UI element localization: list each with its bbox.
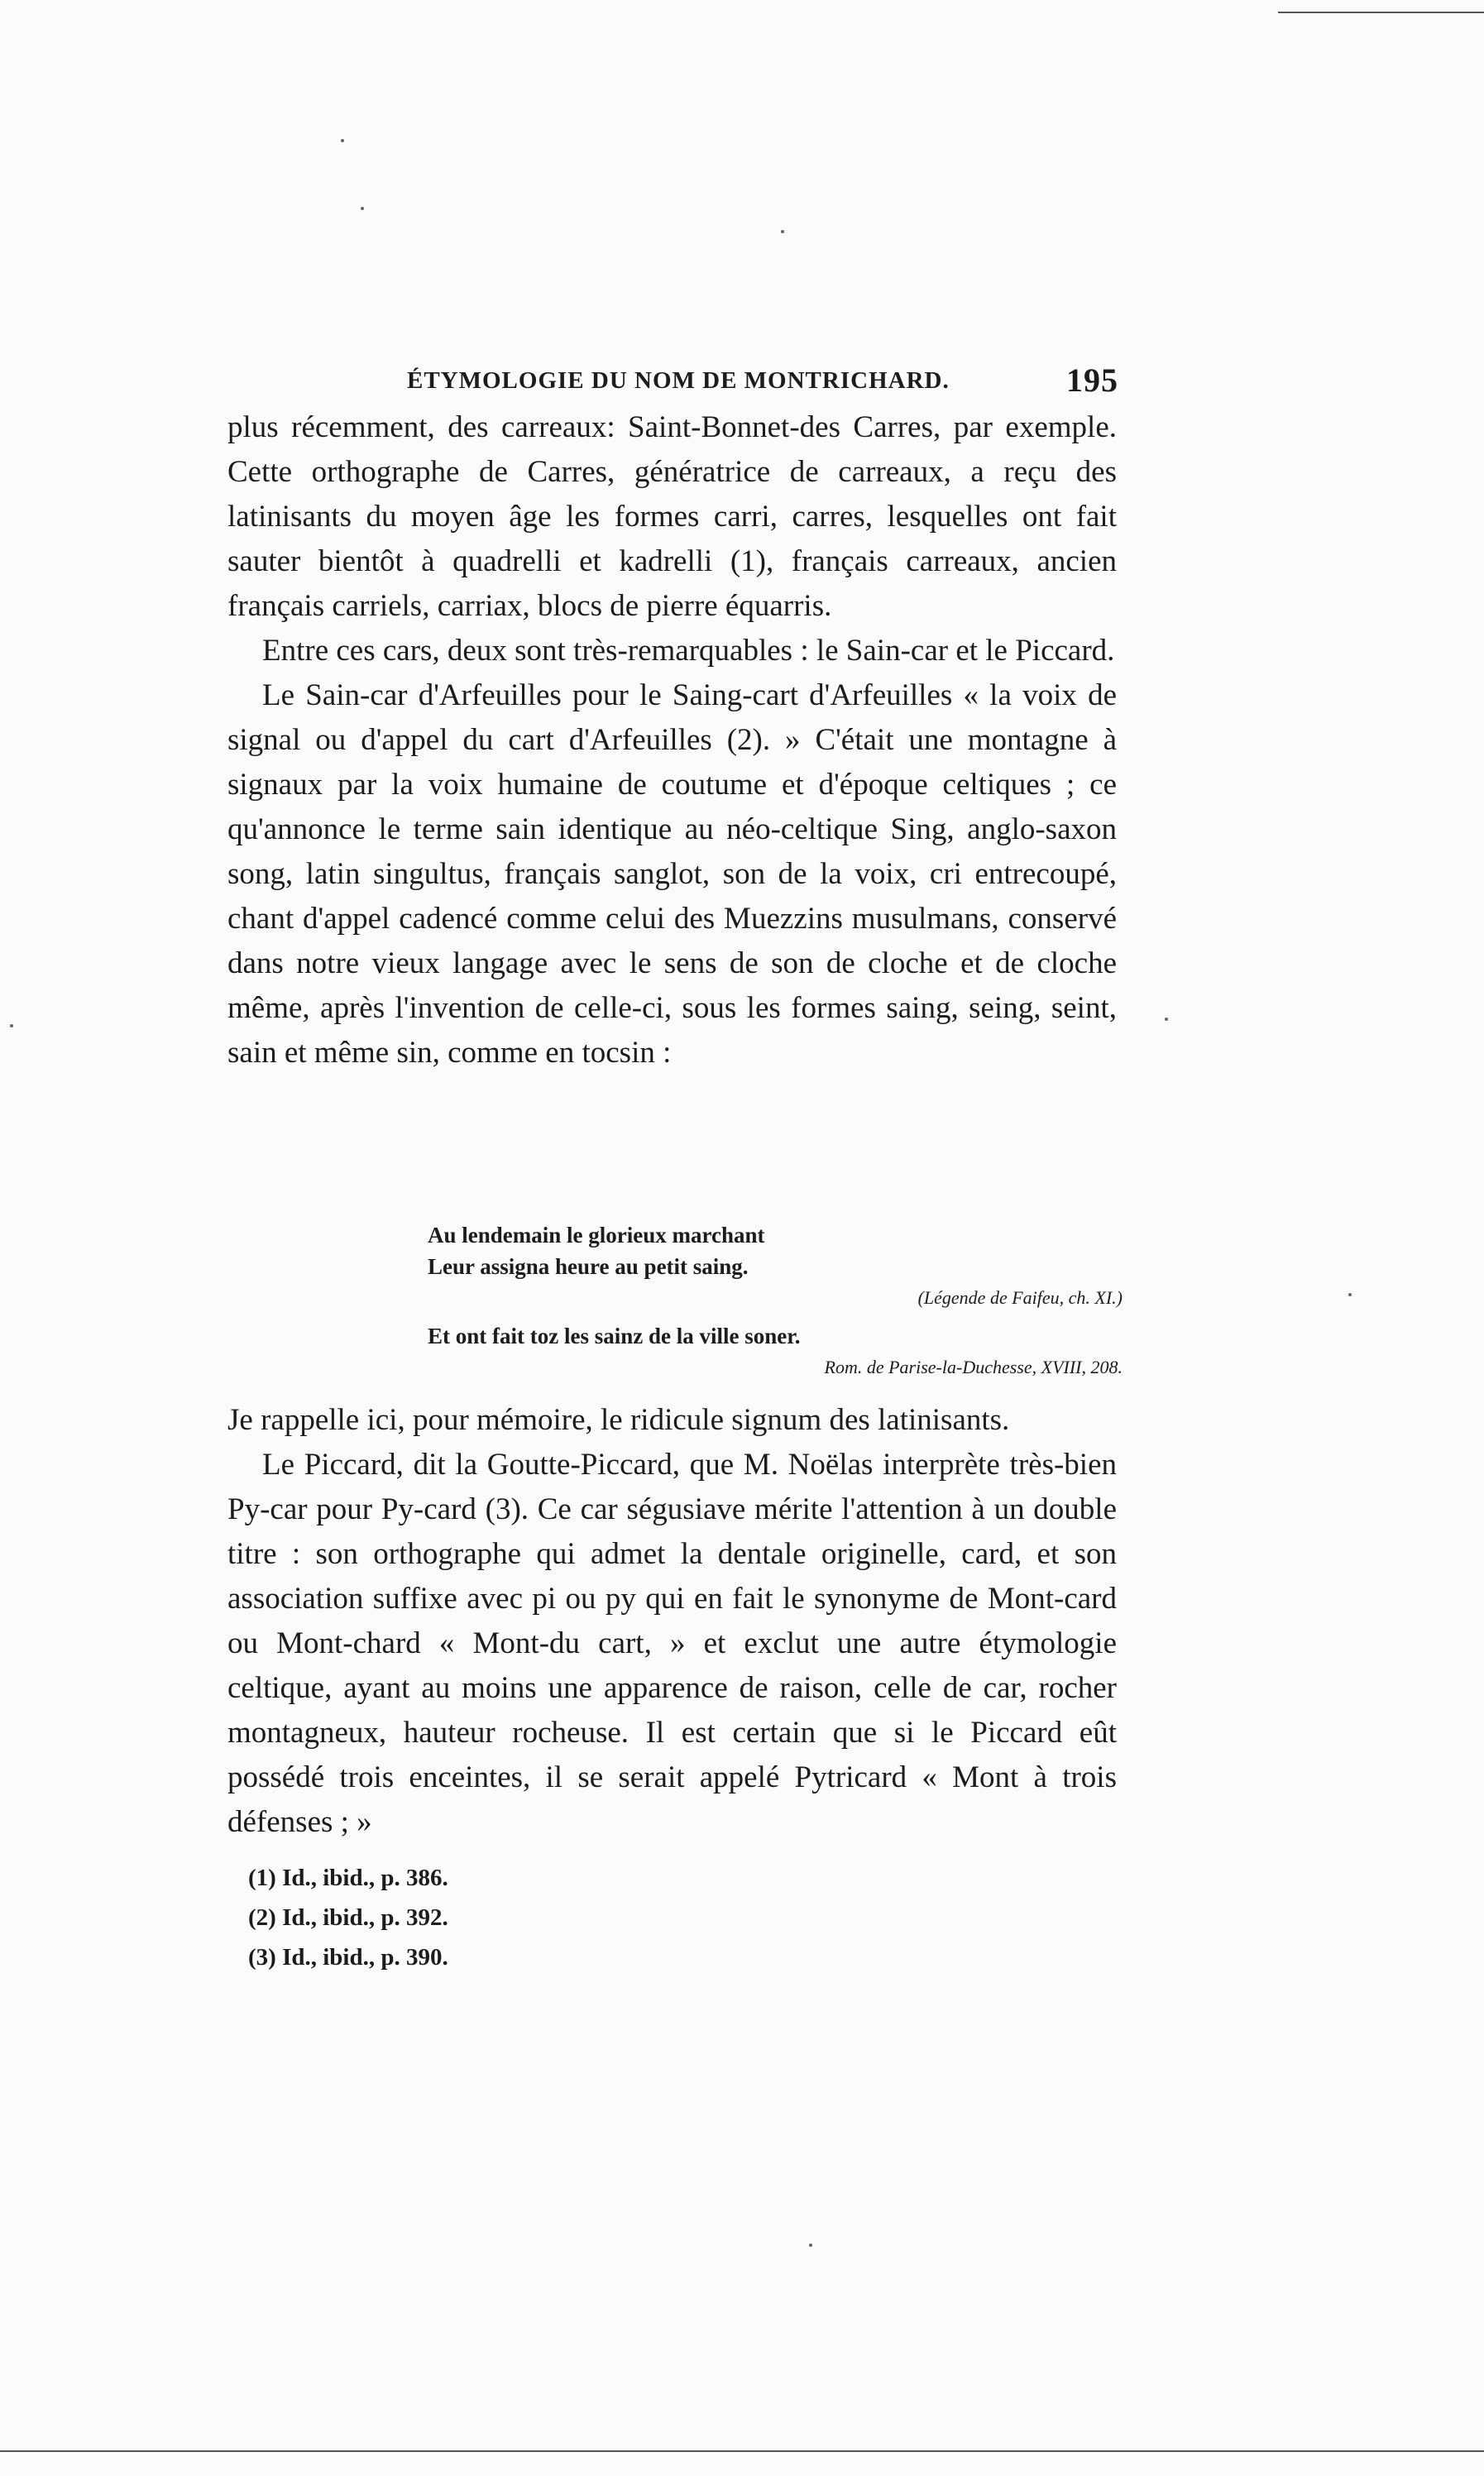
footnote: (3) Id., ibid., p. 390. — [248, 1944, 448, 1971]
paragraph-sain-car-piccard: Entre ces cars, deux sont très-remarquables : le Sain-car et le Piccard. — [262, 634, 1115, 668]
scan-speck — [10, 1024, 13, 1027]
body-text-lower — [227, 1398, 1117, 1845]
verse-quote-parise — [428, 1320, 1123, 1383]
verse-line: Et ont fait toz les sainz de la ville soner. — [428, 1324, 801, 1348]
verse-line: Au lendemain le glorieux marchant — [428, 1223, 765, 1248]
paragraph-piccard: Le Piccard, dit la Goutte-Piccard, que M. Noëlas interprète très-bien Py-car pour Py-card (3). Ce car ségusiave mérite l'attention à un double titre : son orthographe qui admet la dentale originelle, card, et son association suffixe avec pi ou py qui en fait le synonyme de Mont-card ou Mont-chard « Mont-du cart, » et exclut une autre étymologie celtique, ayant au moins une apparence de raison, celle de car, rocher montagneux, hauteur rocheuse. Il est certain que si le Piccard eût possédé trois enceintes, il se serait appelé Pytricard « Mont à trois défenses ; » — [227, 1448, 1117, 1839]
scan-speck — [361, 207, 364, 210]
paragraph-sain-car-arfeuilles: Le Sain-car d'Arfeuilles pour le Saing-cart d'Arfeuilles « la voix de signal ou d'appel du cart d'Arfeuilles (2). » C'était une montagne à signaux par la voix humaine de coutume et d'époque celtiques ; ce qu'annonce le terme sain identique au néo-celtique Sing, anglo-saxon song, latin singultus, français sanglot, son de la voix, cri entrecoupé, chant d'appel cadencé comme celui des Muezzins musulmans, conservé dans notre vieux langage avec le sens de son de cloche et de cloche même, après l'invention de celle-ci, sous les formes saing, seing, seint, sain et même sin, comme en tocsin : — [227, 678, 1117, 1070]
scan-edge-line-top — [1278, 12, 1484, 13]
running-title: ÉTYMOLOGIE DU NOM DE MONTRICHARD. — [407, 367, 950, 394]
paragraph-carreaux: plus récemment, des carreaux: Saint-Bonnet-des Carres, par exemple. Cette orthographe de Carres, génératrice de carreaux, a reçu des latinisants du moyen âge les formes carri, carres, lesquelles ont fait sauter bientôt à quadrelli et kadrelli (1), français carreaux, ancien français carriels, carriax, blocs de pierre équarris. — [227, 410, 1117, 623]
page-number: 195 — [1066, 362, 1118, 399]
footnote: (2) Id., ibid., p. 392. — [248, 1904, 448, 1931]
verse-line: Leur assigna heure au petit saing. — [428, 1254, 749, 1279]
footnote: (1) Id., ibid., p. 386. — [248, 1865, 448, 1891]
running-header — [223, 361, 1118, 402]
verse-source: Rom. de Parise-la-Duchesse, XVIII, 208. — [824, 1357, 1123, 1377]
scan-edge-line-bottom — [0, 2450, 1484, 2452]
scan-speck — [1348, 1293, 1352, 1296]
scan-speck — [1165, 1018, 1168, 1021]
scan-speck — [781, 230, 784, 233]
footnotes — [248, 1858, 910, 1977]
scan-speck — [809, 2244, 812, 2247]
verse-source: (Légende de Faifeu, ch. XI.) — [917, 1287, 1123, 1308]
verse-quote-faifeu — [428, 1219, 1123, 1314]
scan-speck — [341, 139, 344, 142]
paragraph-signum: Je rappelle ici, pour mémoire, le ridicule signum des latinisants. — [227, 1403, 1010, 1437]
body-text-upper — [227, 405, 1117, 1075]
